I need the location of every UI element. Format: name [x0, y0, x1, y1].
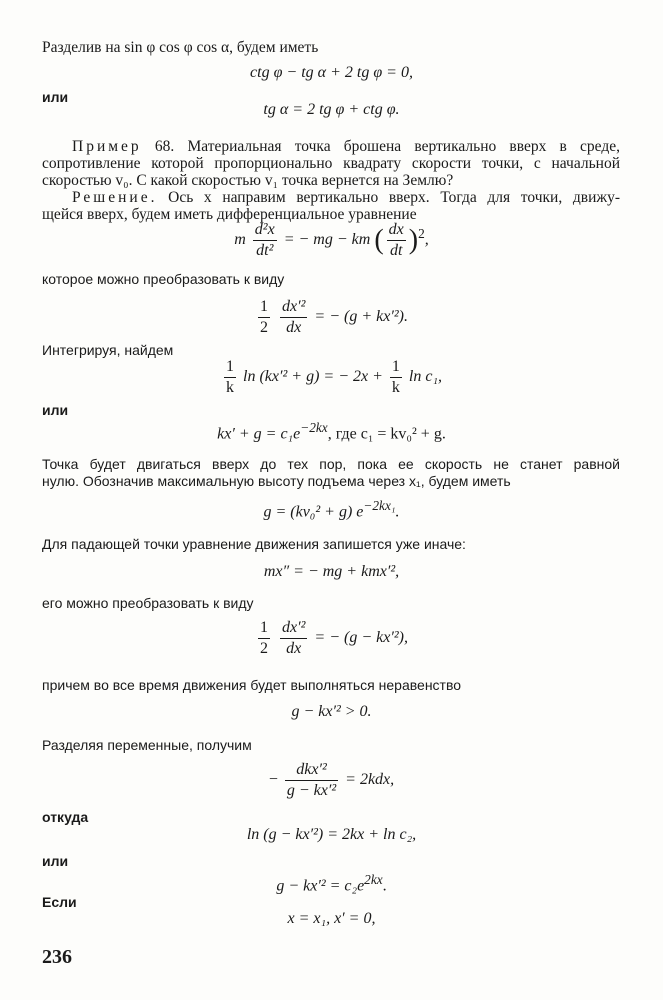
- solution-label: Решение.: [72, 189, 158, 206]
- word-esli: Если: [42, 894, 77, 910]
- example-line-2: сопротивление которой пропорционально квадрату скорости точки, с начальной: [42, 155, 620, 172]
- equation-convert-2: $\frac{1}{2}$ $\frac{\text{dx′²}}{dx}$ = − (g − kx′²),: [260, 619, 408, 657]
- word-ili-2: или: [42, 402, 69, 418]
- paragraph-move-1: Точка будет двигаться вверх до тех пор, пока ее скорость не станет равной: [42, 456, 620, 472]
- word-ili: или: [42, 89, 69, 105]
- equation-inequality: g − kx′² > 0.: [291, 703, 372, 720]
- word-otkuda: откуда: [42, 809, 89, 825]
- word-ili-3: или: [42, 853, 69, 869]
- equation-kx: $kx' + g = c_1e^{-2kx}$, где c₁ = kv₀² + g.: [217, 420, 446, 443]
- equation-fall: mx″ = − mg + kmx′²,: [263, 563, 400, 580]
- equation-exp: $g - kx'^2 = c_2e^{2kx}$.: [276, 872, 387, 895]
- paragraph-separate: Разделяя переменные, получим: [42, 737, 252, 753]
- page-number: 236: [42, 946, 72, 968]
- equation-ctg: ctg φ − tg α + 2 tg φ = 0,: [250, 64, 413, 81]
- paragraph-fall: Для падающей точки уравнение движения запишется уже иначе:: [42, 536, 466, 552]
- example-label: Пример: [72, 138, 142, 155]
- equation-gmax: g = (kv₀² + g) $e^{-2kx_1}$.: [263, 498, 400, 521]
- equation-convert-1: $\frac{1}{2}$ $\frac{\text{dx′²}}{dx}$ = − (g + kx′²).: [260, 298, 408, 336]
- paragraph-inequality: причем во все время движения будет выполняться неравенство: [42, 677, 462, 693]
- equation-ln: ln (g − kx′²) = 2kx + ln c₂,: [246, 826, 417, 843]
- equation-differential: m $\frac{\text{d²x}}{\text{dt²}}$ = − mg − km ( $\frac{dx}{dt}$ )$^2$,: [234, 221, 429, 259]
- paragraph-divide: Разделив на sin φ cos φ cos α, будем иметь: [42, 39, 319, 56]
- paragraph-convert-2: его можно преобразовать к виду: [42, 595, 254, 611]
- solution-line-1: Решение. Ось x направим вертикально вверх. Тогда для точки, движу-: [72, 189, 620, 206]
- equation-separate: − $\frac{\text{dkx′²}}{\text{g − kx′²}}$ = 2kdx,: [268, 761, 395, 799]
- paragraph-convert: которое можно преобразовать к виду: [42, 271, 285, 287]
- paragraph-integrate: Интегрируя, найдем: [42, 342, 174, 358]
- example-line-1: Пример 68. Материальная точка брошена вертикально вверх в среде,: [72, 138, 620, 155]
- example-line-3: скоростью v₀. С какой скоростью v₁ точка вернется на Землю?: [42, 172, 454, 189]
- equation-integral: $\frac{1}{k}$ ln (kx′² + g) = − 2x + $\frac{1}{k}$ ln c₁,: [226, 358, 442, 396]
- solution-line-2: щейся вверх, будем иметь дифференциальное уравнение: [42, 206, 417, 223]
- equation-tg: tg α = 2 tg φ + ctg φ.: [263, 101, 400, 118]
- equation-last: x = x₁, x′ = 0,: [287, 910, 376, 927]
- paragraph-move-2: нулю. Обозначив максимальную высоту подъема через x₁, будем иметь: [42, 473, 511, 489]
